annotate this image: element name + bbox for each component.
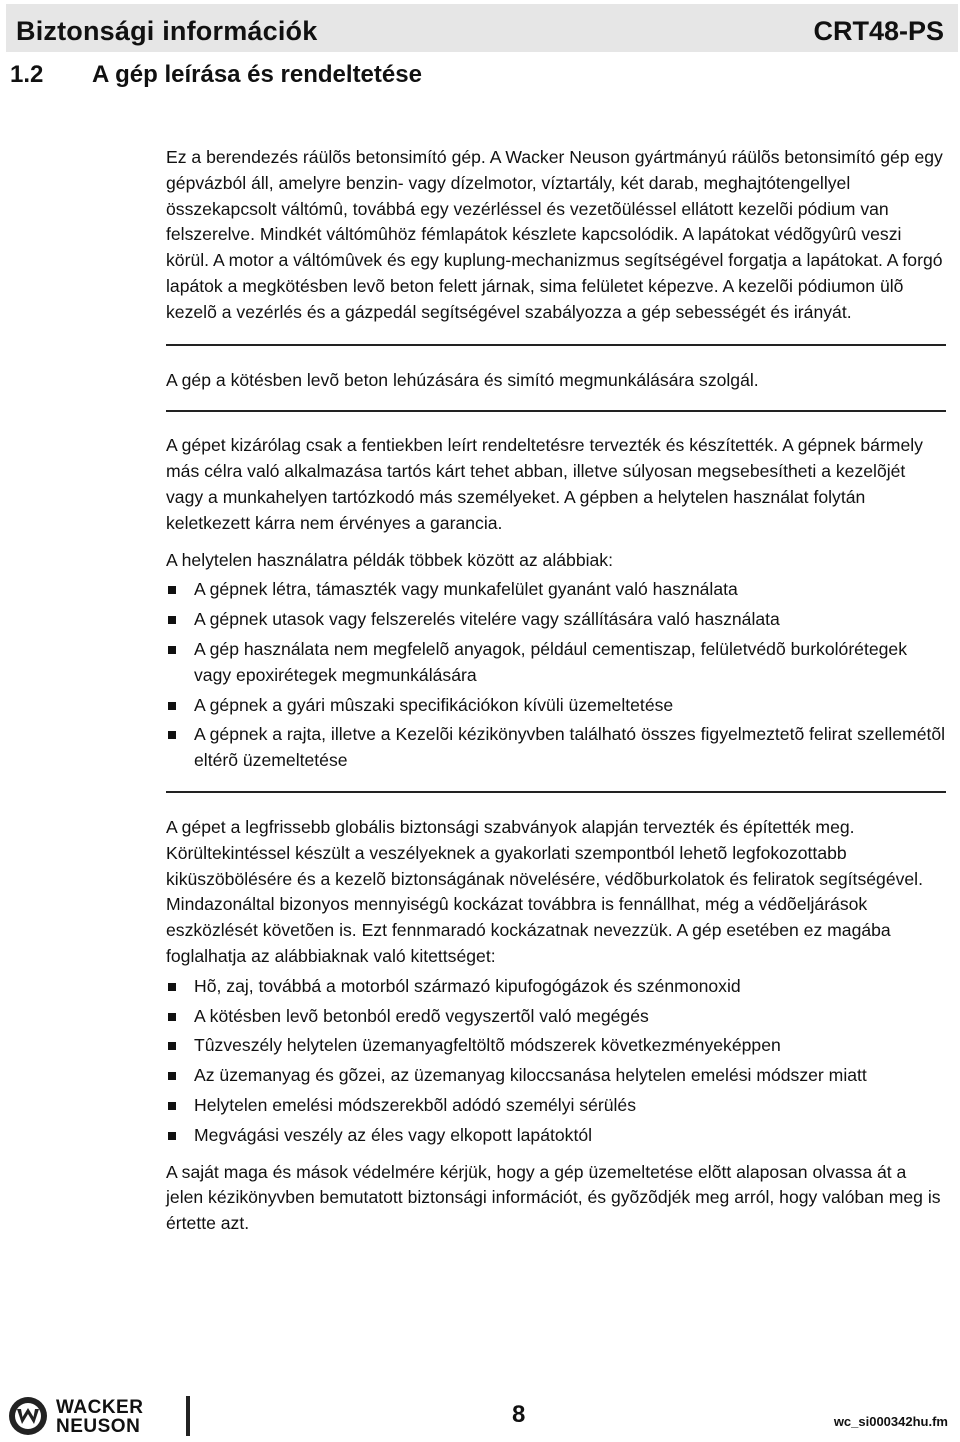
bullet-square-icon bbox=[168, 983, 176, 991]
section-title: A gép leírása és rendeltetése bbox=[92, 61, 422, 88]
risk-list bbox=[166, 974, 946, 1149]
bullet-square-icon bbox=[168, 1013, 176, 1021]
logo-line-2: NEUSON bbox=[56, 1416, 141, 1437]
list-item bbox=[166, 1093, 946, 1119]
page-number: 8 bbox=[512, 1401, 526, 1428]
list-item-text: A gépnek a gyári mûszaki specifikációkon kívüli üzemeltetése bbox=[194, 694, 674, 715]
logo-wordmark bbox=[56, 1398, 143, 1436]
misuse-list bbox=[166, 577, 946, 774]
list-item-text: Az üzemanyag és gõzei, az üzemanyag kiloccsanása helytelen emelési módszer miatt bbox=[194, 1065, 867, 1086]
intended-use-paragraph: A gépet kizárólag csak a fentiekben leírt rendeltetésre tervezték és készítették. A gépnek bármely más célra való alkalmazása tartós kárt tehet abban, illetve súlyosan megsebesítheti a kezelõjét vagy a munkahelyen tartózkodó más személyeket. A gépben a helytelen használat folytán keletkezett kárra nem érvényes a garancia. bbox=[166, 435, 923, 533]
list-item bbox=[166, 607, 946, 633]
divider-rule bbox=[166, 344, 946, 346]
list-item-text: Tûzveszély helytelen üzemanyagfeltöltõ módszerek következményeképpen bbox=[194, 1035, 781, 1056]
list-item-text: Hõ, zaj, továbbá a motorból származó kipufogógázok és szénmonoxid bbox=[194, 975, 741, 996]
section-heading bbox=[10, 61, 422, 89]
section-number: 1.2 bbox=[10, 61, 44, 88]
bullet-square-icon bbox=[168, 1072, 176, 1080]
list-item bbox=[166, 693, 946, 719]
purpose-paragraph: A gép a kötésben levõ beton lehúzására és simító megmunkálására szolgál. bbox=[166, 369, 759, 390]
header-title: Biztonsági információk bbox=[16, 16, 318, 46]
divider-rule bbox=[166, 410, 946, 412]
list-item-text: Helytelen emelési módszerekbõl adódó személyi sérülés bbox=[194, 1094, 637, 1115]
content-body bbox=[166, 145, 946, 1237]
list-item-text: A gép használata nem megfelelõ anyagok, például cementiszap, felületvédõ burkolórétegek vagy epoxirétegek megmunkálására bbox=[194, 638, 908, 685]
list-item bbox=[166, 1004, 946, 1030]
list-item bbox=[166, 637, 946, 689]
list-item-text: Megvágási veszély az éles vagy elkopott lapátoktól bbox=[194, 1124, 593, 1145]
list-item bbox=[166, 1063, 946, 1089]
bullet-square-icon bbox=[168, 1102, 176, 1110]
document-code: wc_si000342hu.fm bbox=[833, 1414, 948, 1429]
list-item-text: A gépnek létra, támaszték vagy munkafelület gyanánt való használata bbox=[194, 579, 738, 600]
list-item bbox=[166, 722, 946, 774]
bullet-square-icon bbox=[168, 586, 176, 594]
misuse-intro: A helytelen használatra példák többek között az alábbiak: bbox=[166, 549, 613, 570]
bullet-square-icon bbox=[168, 1042, 176, 1050]
logo-line-1: WACKER bbox=[56, 1397, 144, 1418]
wacker-neuson-emblem-icon bbox=[8, 1396, 48, 1436]
list-item bbox=[166, 1033, 946, 1059]
wacker-neuson-logo bbox=[4, 1396, 194, 1440]
list-item-text: A gépnek a rajta, illetve a Kezelõi kézikönyvben található összes figyelmeztetõ felirat szellemétõl eltérõ üzemeltetése bbox=[194, 724, 946, 771]
description-paragraph: Ez a berendezés ráülõs betonsimító gép. A Wacker Neuson gyártmányú ráülõs betonsimító gép egy gépvázból áll, amelyre benzin- vagy dízelmotor, víztartály, két darab, meghajtótengellyel összekapcsolt váltómû, továbbá egy vezérléssel és vezetõüléssel ellátott kezelõi pódium van felszerelve. Mindkét váltómûhöz fémlapátok készlete kapcsolódik. A lapátokat védõgyûrû veszi körül. A motor a váltómûvek és egy kuplung-mechanizmus segítségével forgatja a lapátokat. A forgó lapátok a megkötésben levõ beton felett járnak, sima felületet képezve. A kezelõi pódiumon ülõ kezelõ a vezérlés és a gázpedál segítségével szabályozza a gép sebességét és irányát. bbox=[166, 147, 943, 322]
list-item bbox=[166, 577, 946, 603]
logo-divider bbox=[186, 1396, 190, 1436]
bullet-square-icon bbox=[168, 702, 176, 710]
list-item bbox=[166, 974, 946, 1000]
divider-rule bbox=[166, 791, 946, 793]
list-item-text: A gépnek utasok vagy felszerelés vitelére vagy szállítására való használata bbox=[194, 609, 780, 630]
list-item-text: A kötésben levõ betonból eredõ vegyszertõl való megégés bbox=[194, 1005, 649, 1026]
header-model: CRT48-PS bbox=[813, 16, 944, 46]
bullet-square-icon bbox=[168, 616, 176, 624]
bullet-square-icon bbox=[168, 731, 176, 739]
page-header bbox=[6, 4, 958, 52]
list-item bbox=[166, 1123, 946, 1149]
bullet-square-icon bbox=[168, 1132, 176, 1140]
residual-risk-paragraph: A gépet a legfrissebb globális biztonsági szabványok alapján tervezték és építették meg. Körültekintéssel készült a veszélyeknek a gyakorlati szempontból lehetõ legfokozottabb kiküszöbölésére és a kezelõ biztonságának növelésére, védõburkolatok és feliratok segítségével. Mindazonáltal bizonyos mennyiségû kockázat továbbra is fennállhat, még a védõeljárások eszközlését követõen is. Ezt fennmaradó kockázatnak nevezzük. A gép esetében ez magába foglalhatja az alábbiaknak való kitettséget: bbox=[166, 816, 923, 966]
bullet-square-icon bbox=[168, 646, 176, 654]
closing-paragraph: A saját maga és mások védelmére kérjük, hogy a gép üzemeltetése elõtt alaposan olvassa át a jelen kézikönyvben bemutatott biztonsági információt, és gyõzõdjék meg arról, hogy valóban meg is értette azt. bbox=[166, 1161, 941, 1234]
